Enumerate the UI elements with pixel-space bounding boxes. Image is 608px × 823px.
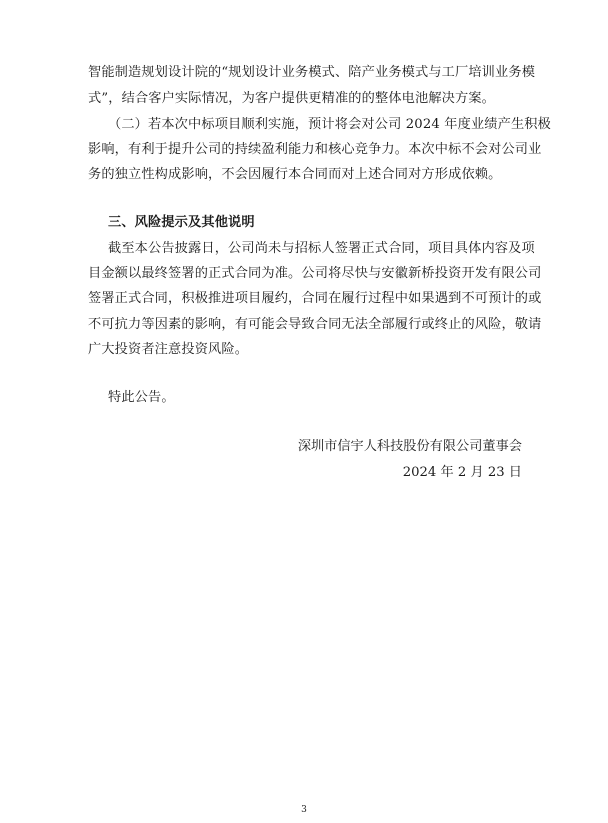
signature-company: 深圳市信宇人科技股份有限公司董事会 — [297, 439, 522, 454]
section-3-line-2: 目金额以最终签署的正式合同为准。公司将尽快与安徽新桥投资开发有限公司 — [88, 266, 542, 281]
paragraph-1-line-2: 式”，结合客户实际情况，为客户提供更精准的的整体电池解决方案。 — [88, 91, 496, 106]
page-number: 3 — [301, 805, 307, 815]
paragraph-2-line-2: 影响，有利于提升公司的持续盈利能力和核心竞争力。本次中标不会对公司业 — [88, 142, 542, 157]
paragraph-1-line-1: 智能制造规划设计院的“规划设计业务模式、陪产业务模式与工厂培训业务模 — [88, 65, 536, 80]
signature-date: 2024 年 2 月 23 日 — [402, 465, 522, 480]
section-3-line-5: 广大投资者注意投资风险。 — [88, 342, 249, 357]
section-3-heading: 三、风险提示及其他说明 — [108, 215, 255, 230]
section-3-line-4: 不可抗力等因素的影响，有可能会导致合同无法全部履行或终止的风险，敬请 — [88, 317, 542, 332]
section-3-line-3: 签署正式合同，积极推进项目履约，合同在履行过程中如果遇到不可预计的或 — [88, 291, 542, 306]
paragraph-2-line-1: （二）若本次中标项目顺利实施，预计将会对公司 2024 年度业绩产生积极 — [108, 117, 551, 132]
paragraph-2-line-3: 务的独立性构成影响，不会因履行本合同而对上述合同对方形成依赖。 — [88, 167, 502, 182]
closing-text: 特此公告。 — [108, 390, 175, 405]
section-3-line-1: 截至本公告披露日，公司尚未与招标人签署正式合同，项目具体内容及项 — [108, 241, 535, 256]
